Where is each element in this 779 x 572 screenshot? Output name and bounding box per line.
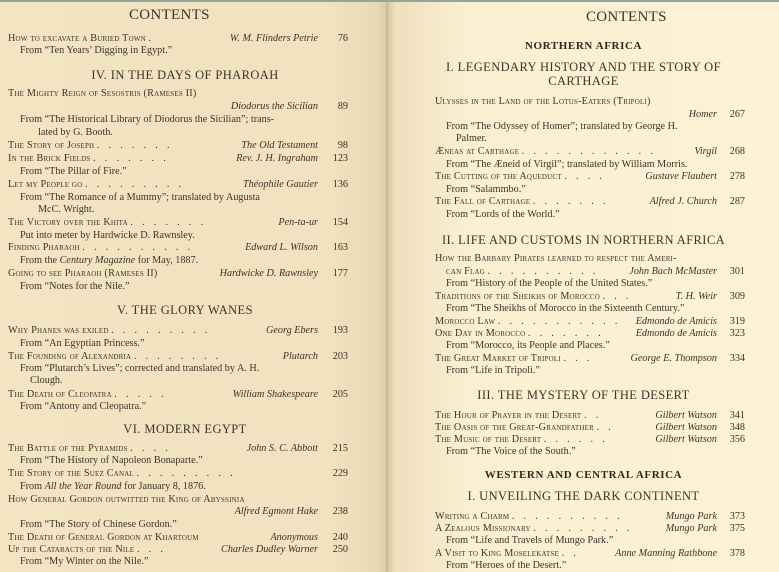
toc-entry [8,351,348,362]
toc-entry [8,140,348,151]
entry-title: How the Barbary Pirates learned to respect the Ameri- [435,253,677,264]
entry-page: 309 [729,291,745,302]
entry-title: The Hour of Prayer in the Desert [435,410,582,421]
entry-page: 154 [332,217,348,228]
entry-title: Traditions of the Sheikhs of Morocco [435,291,600,302]
leader-dots: . . [583,410,602,421]
entry-source: From “The History of Napoleon Bonaparte.” [20,455,203,466]
entry-title: Why Phanes was exiled [8,325,109,336]
source-text: From [20,481,45,492]
left-page [0,2,388,572]
leader-dots: . . . . . . . [527,328,604,339]
entry-source: From “The Voice of the South.” [446,446,576,457]
leader-dots: . . . . . . . . [133,351,222,362]
entry-page: 287 [729,196,745,207]
region-heading: WESTERN AND CENTRAL AFRICA [484,469,683,481]
toc-entry [8,268,348,279]
entry-title: The Oasis of the Great-Grandfather [435,422,594,433]
toc-entry [435,434,745,445]
entry-title: One Day in Morocco [435,328,526,339]
toc-entry [8,468,348,479]
entry-source: From “Lords of the World.” [446,209,560,220]
entry-title: The Death of General Gordon at Khartoum [8,532,199,543]
entry-title: The Founding of Alexandria [8,351,132,362]
entry-page: 341 [729,410,745,421]
leader-dots: . [145,33,151,44]
entry-title: Let my People go [8,179,83,190]
entry-source: From “An Egyptian Princess.” [20,338,145,349]
entry-title: Finding Pharaoh [8,242,80,253]
entry-author: Diodorus the Sicilian [230,101,318,112]
entry-author: Mungo Park [665,511,717,522]
entry-page: 123 [332,153,348,164]
leader-dots: . . [561,548,580,559]
entry-title: The Story of the Suez Canal [8,468,134,479]
toc-entry [8,544,348,555]
entry-author: Pen-ta-ur [278,217,318,228]
toc-entry [8,33,348,44]
leader-dots: . . . . . . . [93,153,170,164]
entry-title: Morocco Law [435,316,496,327]
entry-source: From “The Pillar of Fire.” [20,166,127,177]
entry-author: Plutarch [282,351,318,362]
entry-source: lated by G. Booth. [38,127,113,138]
entry-page: 177 [332,268,348,279]
source-italic: All the Year Round [44,481,122,492]
entry-source: From “My Winter on the Nile.” [20,556,149,567]
toc-entry [8,532,348,543]
leader-dots: . . . . . . . . . [533,523,633,534]
entry-page: 193 [332,325,348,336]
toc-entry [435,146,745,157]
entry-author: Georg Ebers [266,325,318,336]
leader-dots: . . . . [564,171,606,182]
leader-dots: . . . . . . . . . . [511,511,623,522]
entry-author: Anne Manning Rathbone [615,548,717,559]
entry-page: 334 [729,353,745,364]
entry-author: Virgil [694,146,717,157]
entry-source: From “History of the People of the United States.” [446,278,653,289]
entry-source: From “Notes for the Nile.” [20,281,130,292]
source-text: From the [20,255,60,266]
toc-entry [435,196,745,207]
entry-source: Clough. [30,375,63,386]
entry-author: Hardwicke D. Rawnsley [219,268,318,279]
entry-source: From “The Historical Library of Diodorus the Sicilian”; trans- [20,114,275,125]
leader-dots: . . . . . . . . . . [82,242,194,253]
entry-author: Anonymous [270,532,318,543]
entry-source: From “Plutarch’s Lives”; corrected and translated by A. H. [20,363,260,374]
entry-source [20,255,198,266]
leader-dots: . . [596,422,615,433]
toc-entry [8,325,348,336]
entry-page: 89 [337,101,348,112]
entry-title: The Music of the Desert [435,434,542,445]
entry-source: From “The Romance of a Mummy”; translated by Augusta [20,192,260,203]
entry-source: From “Antony and Cleopatra.” [20,401,147,412]
entry-title: can Flag [446,266,485,277]
entry-author: Charles Dudley Warner [221,544,318,555]
entry-title: The Victory over the Khita [8,217,128,228]
toc-entry [8,88,196,99]
toc-entry [8,217,348,228]
toc-entry [435,523,745,534]
entry-title: How General Gordon outwitted the King of Abyssinia [8,494,245,505]
entry-title: The Battle of the Pyramids [8,443,128,454]
source-text: for January 8, 1876. [121,481,206,492]
source-text: for May, 1887. [135,255,199,266]
right-page [388,2,779,572]
toc-entry [435,511,745,522]
toc-entry [435,328,745,339]
entry-author: Gilbert Watson [655,434,717,445]
entry-page: 375 [729,523,745,534]
entry-page: 163 [332,242,348,253]
leader-dots: . . . [602,291,632,302]
entry-title: A Visit to King Moselekatse [435,548,560,559]
entry-author: The Old Testament [241,140,318,151]
leader-dots: . . . [136,544,167,555]
entry-page: 373 [729,511,745,522]
entry-source: From “The Story of Chinese Gordon.” [20,519,177,530]
entry-title: Going to see Pharaoh (Rameses II) [8,268,158,279]
entry-page: 378 [729,548,745,559]
entry-title: In the Brick Fields [8,153,91,164]
entry-page: 323 [729,328,745,339]
entry-page: 301 [729,266,745,277]
entry-title: The Cutting of the Aqueduct [435,171,562,182]
entry-author: Edward L. Wilson [245,242,318,253]
entry-title: The Mighty Reign of Sesostris (Rameses II) [8,88,197,99]
entry-source [20,481,206,492]
entry-source: From “The Æneid of Virgil”; translated by William Morris. [446,159,688,170]
entry-page: 205 [332,389,348,400]
leader-dots: . . . . . [114,389,167,400]
entry-author: Edmondo de Amicis [635,328,717,339]
entry-author: Alfred J. Church [649,196,717,207]
toc-entry [435,353,745,364]
leader-dots: . . . . . . . [96,140,173,151]
entry-page: 250 [332,544,348,555]
entry-author: Théophile Gautier [243,179,318,190]
toc-entry [435,422,745,433]
toc-entry [435,410,745,421]
entry-author: Homer [688,109,717,120]
entry-source: From “The Odyssey of Homer”; translated by George H. [446,121,678,132]
page-title: CONTENTS [586,9,667,25]
entry-title: The Great Market of Tripoli [435,353,561,364]
leader-dots: . . . . . . . . . . . . [521,146,657,157]
section-heading: IV. IN THE DAYS OF PHAROAH [91,68,279,82]
entry-author: Gilbert Watson [655,410,717,421]
entry-source: From “Salammbo.” [446,184,526,195]
entry-author: William Shakespeare [232,389,318,400]
entry-page: 203 [332,351,348,362]
entry-page: 238 [332,506,348,517]
entry-author: T. H. Weir [675,291,717,302]
entry-author: Mungo Park [665,523,717,534]
entry-source: From “Morocco, its People and Places.” [446,340,610,351]
leader-dots: . . . . . . . . . [111,325,211,336]
section-heading: I. UNVEILING THE DARK CONTINENT [467,489,700,503]
page-title: CONTENTS [129,7,210,23]
toc-entry [8,242,348,253]
leader-dots: . . . . . . . . . [136,468,236,479]
entry-author: Rev. J. H. Ingraham [236,153,318,164]
section-heading: VI. MODERN EGYPT [123,422,247,436]
entry-source: Put into meter by Hardwicke D. Rawnsley. [20,230,195,241]
entry-title: A Zealous Missionary [435,523,531,534]
leader-dots: . . . . . . [543,434,609,445]
entry-source: McC. Wright. [38,204,95,215]
entry-page: 215 [332,443,348,454]
section-heading: V. THE GLORY WANES [117,303,253,317]
entry-author: John S. C. Abbott [246,443,318,454]
entry-title: The Fall of Carthage [435,196,531,207]
entry-page: 319 [729,316,745,327]
entry-source: From “Ten Years’ Digging in Egypt.” [20,45,173,56]
toc-entry [435,253,677,264]
toc-entry [8,153,348,164]
entry-page: 98 [337,140,348,151]
entry-page: 278 [729,171,745,182]
entry-author: Gustave Flaubert [645,171,717,182]
entry-page: 267 [729,109,745,120]
entry-page: 76 [337,33,348,44]
leader-dots: . . . . [130,443,172,454]
entry-title: The Story of Joseph [8,140,95,151]
section-heading: I. LEGENDARY HISTORY AND THE STORY OF [446,60,721,74]
leader-dots: . . . . . . . . . . [487,266,599,277]
toc-entry [435,316,745,327]
entry-title: Up the Cataracts of the Nile [8,544,135,555]
entry-source: Palmer. [456,133,487,144]
entry-page: 240 [332,532,348,543]
entry-title: The Death of Cleopatra [8,389,112,400]
toc-entry [435,548,745,559]
toc-entry [435,171,745,182]
entry-author: Gilbert Watson [655,422,717,433]
leader-dots: . . . . . . . [532,196,609,207]
entry-source: From “Life in Tripoli.” [446,365,540,376]
entry-author: W. M. Flinders Petrie [229,33,318,44]
leader-dots: . . . . . . . . . [85,179,185,190]
entry-source: From “Heroes of the Desert.” [446,560,567,571]
entry-author: John Bach McMaster [629,266,717,277]
toc-entry [435,291,745,302]
leader-dots: . . . . . . . [130,217,207,228]
entry-page: 348 [729,422,745,433]
entry-source: From “The Sheikhs of Morocco in the Sixteenth Century.” [446,303,685,314]
entry-page: 268 [729,146,745,157]
entry-author: Alfred Egmont Hake [234,506,318,517]
toc-entry [435,96,651,107]
toc-entry [8,389,348,400]
toc-entry [446,266,745,277]
entry-page: 356 [729,434,745,445]
entry-source: From “Life and Travels of Mungo Park.” [446,535,614,546]
entry-title: How to excavate a Buried Town [8,33,146,44]
leader-dots: . . . [563,353,593,364]
entry-author: Edmondo de Amicis [635,316,717,327]
toc-entry [8,443,348,454]
section-heading: II. LIFE AND CUSTOMS IN NORTHERN AFRICA [441,233,726,247]
section-heading: CARTHAGE [548,74,619,88]
entry-author: George E. Thompson [630,353,717,364]
entry-title: Writing a Charm [435,511,510,522]
section-heading: III. THE MYSTERY OF THE DESERT [477,388,690,402]
source-italic: Century Magazine [59,255,136,266]
entry-page: 229 [332,468,348,479]
region-heading: NORTHERN AFRICA [524,40,643,52]
toc-entry [8,179,348,190]
leader-dots: . . . . . . . . . . . [497,316,621,327]
toc-entry [8,494,245,505]
entry-title: Æneas at Carthage [435,146,520,157]
entry-page: 136 [332,179,348,190]
entry-title: Ulysses in the Land of the Lotus-Eaters (Tripoli) [435,96,651,107]
